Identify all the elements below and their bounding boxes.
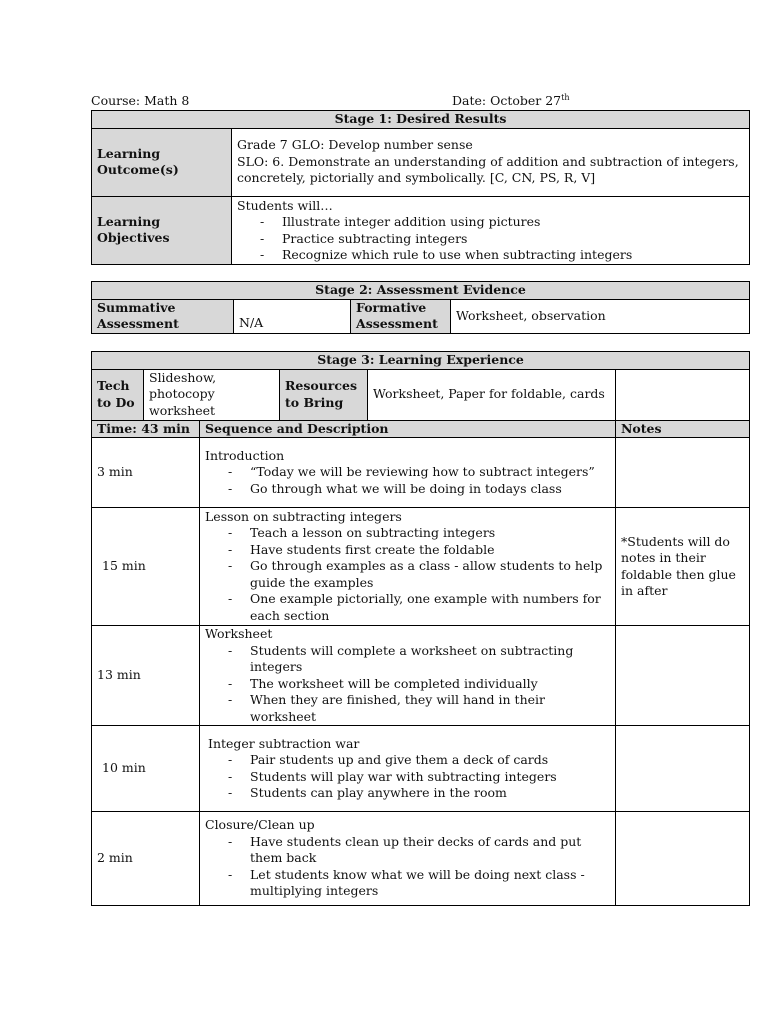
row-title: Worksheet [205, 626, 273, 641]
resources-to-bring-label: Resources to Bring [280, 369, 368, 420]
list-item: - Practice subtracting integers [260, 231, 744, 248]
row-title: Integer subtraction war [208, 735, 360, 751]
sequence-cell [200, 726, 616, 812]
header-empty-cell [616, 369, 750, 420]
row-title: Lesson on subtracting integers [205, 508, 402, 524]
sequence-cell [200, 812, 616, 906]
date-suffix: th [561, 92, 570, 102]
list-item: - Have students clean up their decks of cards and put them back [228, 834, 610, 867]
course-label: Course: Math 8 [91, 93, 190, 108]
list-item: - Students can play anywhere in the room [228, 785, 610, 802]
row-items [205, 643, 610, 726]
notes-cell [616, 812, 750, 906]
table-row [92, 508, 750, 626]
date-label [452, 93, 570, 110]
row-title: Closure/Clean up [205, 817, 315, 833]
objectives-intro: Students will… [237, 197, 333, 213]
row-items [205, 525, 610, 624]
list-item: - “Today we will be reviewing how to subtract integers” [228, 464, 610, 481]
table-row [92, 812, 750, 906]
list-item: - Pair students up and give them a deck of cards [228, 752, 610, 769]
notes-cell: *Students will do notes in their foldable then glue in after [616, 508, 750, 626]
table-row [92, 726, 750, 812]
sequence-cell [200, 508, 616, 626]
sequence-header: Sequence and Description [200, 420, 616, 438]
stage2-table [91, 281, 750, 334]
list-item: - Recognize which rule to use when subtracting integers [260, 247, 744, 264]
formative-assessment-label: Formative Assessment [351, 299, 451, 333]
list-item: - Go through what we will be doing in todays class [228, 481, 610, 498]
row-items [205, 834, 610, 900]
summative-assessment-label: Summative Assessment [92, 299, 234, 333]
time-cell: 3 min [92, 438, 200, 508]
notes-cell [616, 626, 750, 726]
time-cell: 13 min [92, 626, 200, 726]
sequence-cell [200, 626, 616, 726]
table-row [92, 626, 750, 726]
time-header: Time: 43 min [92, 420, 200, 438]
stage3-title: Stage 3: Learning Experience [92, 352, 750, 370]
list-item: - The worksheet will be completed individually [228, 676, 610, 693]
tech-to-do-value: Slideshow, photocopy worksheet [144, 369, 280, 420]
outcome-line: Grade 7 GLO: Develop number sense [237, 137, 473, 153]
notes-header: Notes [616, 420, 750, 438]
time-cell: 10 min [92, 726, 200, 812]
resources-to-bring-value: Worksheet, Paper for foldable, cards [368, 369, 616, 420]
learning-outcomes-label: Learning Outcome(s) [92, 128, 232, 196]
notes-cell [616, 438, 750, 508]
list-item: - Go through examples as a class - allow students to help guide the examples [228, 558, 610, 591]
notes-cell [616, 726, 750, 812]
stage3-table [91, 351, 750, 906]
learning-objectives-label: Learning Objectives [92, 196, 232, 264]
date-text: Date: October 27 [452, 93, 562, 108]
stage2-title: Stage 2: Assessment Evidence [92, 282, 750, 300]
row-items [205, 752, 610, 802]
tech-to-do-label: Tech to Do [92, 369, 144, 420]
table-row [92, 438, 750, 508]
time-cell: 15 min [92, 508, 200, 626]
stage1-title: Stage 1: Desired Results [92, 111, 750, 129]
time-cell: 2 min [92, 812, 200, 906]
list-item: - When they are finished, they will hand in their worksheet [228, 692, 610, 725]
learning-objectives-content [232, 196, 750, 264]
stage1-table [91, 110, 750, 265]
list-item: - Let students know what we will be doing next class - multiplying integers [228, 867, 610, 900]
list-item: - One example pictorially, one example with numbers for each section [228, 591, 610, 624]
list-item: - Teach a lesson on subtracting integers [228, 525, 610, 542]
list-item: - Have students first create the foldable [228, 542, 610, 559]
outcome-line: SLO: 6. Demonstrate an understanding of addition and subtraction of integers, concretely, pictorially and symbolically. [C, CN, PS, R, V] [237, 153, 739, 186]
learning-outcomes-content [232, 128, 750, 196]
list-item: - Students will play war with subtracting integers [228, 769, 610, 786]
row-items [205, 464, 610, 497]
formative-assessment-value: Worksheet, observation [451, 299, 750, 333]
objectives-list [237, 214, 744, 264]
sequence-cell [200, 438, 616, 508]
summative-assessment-value: N/A [234, 299, 351, 333]
row-title: Introduction [205, 447, 285, 463]
list-item: - Students will complete a worksheet on subtracting integers [228, 643, 610, 676]
list-item: - Illustrate integer addition using pictures [260, 214, 744, 231]
